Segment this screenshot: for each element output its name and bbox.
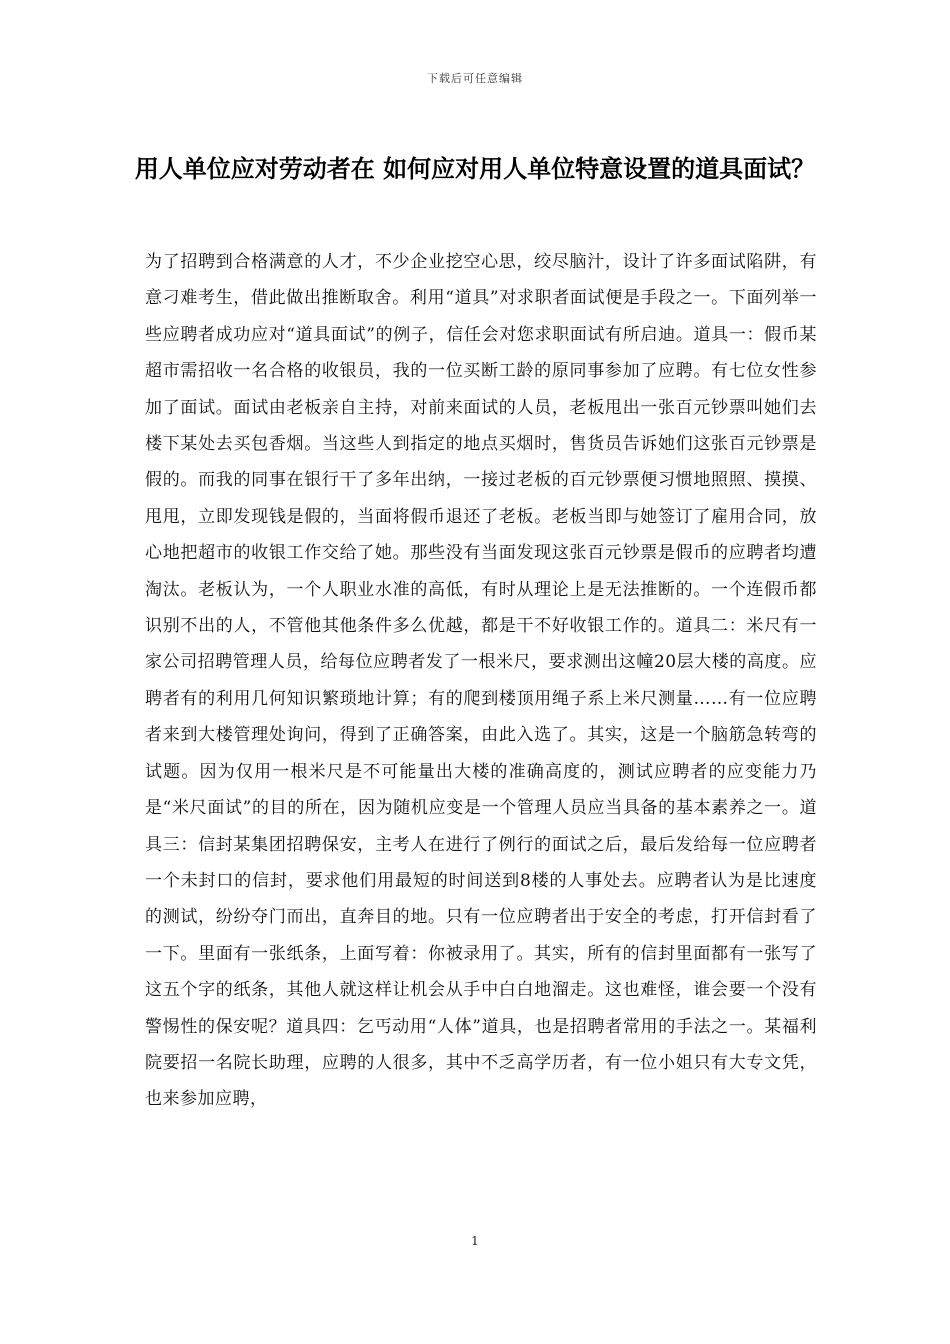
page-number: 1 (471, 1234, 479, 1248)
document-title: 用人单位应对劳动者在 如何应对用人单位特意设置的道具面试？ (134, 155, 816, 183)
body-paragraph: 为了招聘到合格满意的人才，不少企业挖空心思，绞尽脑汁，设计了许多面试陷阱，有意刁难考生，借此做出推断取舍。利用“道具”对求职者面试便是手段之一。下面列举一些应聘者成功应对“道具面试”的例子，信任会对您求职面试有所启迪。道具一：假币某超市需招收一名合格的收银员，我的一位买断工龄的原同事参加了应聘。有七位女性参加了面试。面试由老板亲自主持，对前来面试的人员，老板甩出一张百元钞票叫她们去楼下某处去买包香烟。当这些人到指定的地点买烟时，售货员告诉她们这张百元钞票是假的。而我的同事在银行干了多年出纳，一接过老板的百元钞票便习惯地照照、摸摸、甩甩，立即发现钱是假的，当面将假币退还了老板。老板当即与她签订了雇用合同，放心地把超市的收银工作交给了她。那些没有当面发现这张百元钞票是假币的应聘者均遭淘汰。老板认为，一个人职业水准的高低，有时从理论上是无法推断的。一个连假币都识别不出的人，不管他其他条件多么优越，都是干不好收银工作的。道具二：米尺有一家公司招聘管理人员，给每位应聘者发了一根米尺，要求测出这幢20层大楼的高度。应聘者有的利用几何知识繁琐地计算；有的爬到楼顶用绳子系上米尺测量……有一位应聘者来到大楼管理处询问，得到了正确答案，由此入选了。其实，这是一个脑筋急转弯的试题。因为仅用一根米尺是不可能量出大楼的准确高度的，测试应聘者的应变能力乃是“米尺面试”的目的所在，因为随机应变是一个管理人员应当具备的基本素养之一。道具三：信封某集团招聘保安，主考人在进行了例行的面试之后，最后发给每一位应聘者一个未封口的信封，要求他们用最短的时间送到8楼的人事处去。应聘者认为是比速度的测试，纷纷夺门而出，直奔目的地。只有一位应聘者出于安全的考虑，打开信封看了一下。里面有一张纸条，上面写着：你被录用了。其实，所有的信封里面都有一张写了这五个字的纸条，其他人就这样让机会从手中白白地溜走。这也难怪，谁会要一个没有警惕性的保安呢？道具四：乞丐动用“人体”道具，也是招聘者常用的手法之一。某福利院要招一名院长助理，应聘的人很多，其中不乏高学历者，有一位小姐只有大专文凭，也来参加应聘， (145, 252, 817, 1110)
header-note: 下载后可任意编辑 (427, 72, 523, 85)
